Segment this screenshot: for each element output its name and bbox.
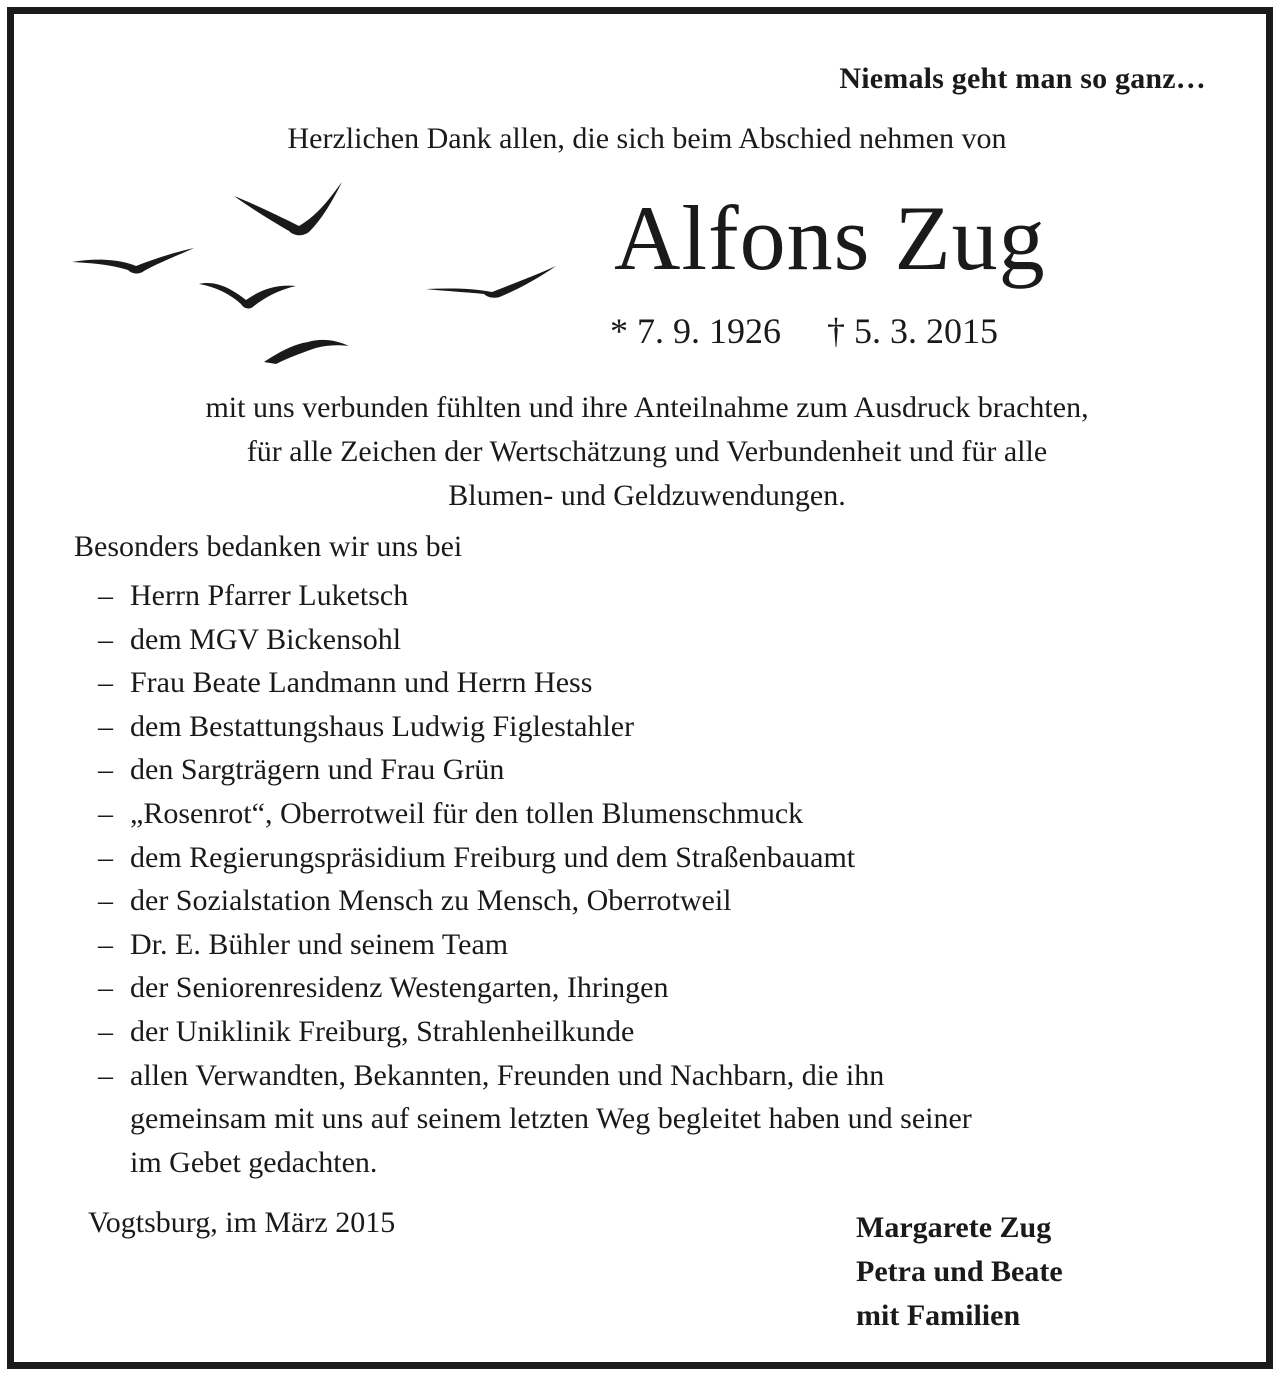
flying-birds-icon <box>64 174 564 374</box>
dash-bullet: – <box>98 753 113 787</box>
place-and-date: Vogtsburg, im März 2015 <box>88 1206 396 1239</box>
dash-bullet: – <box>98 579 113 612</box>
thanks-line: Blumen- und Geldzuwendungen. <box>448 479 846 512</box>
signer-line: mit Familien <box>856 1299 1021 1332</box>
list-item: – der Seniorenresidenz Westengarten, Ihringen <box>98 966 1218 1010</box>
bird-icon <box>426 266 556 298</box>
dash-bullet: – <box>98 1014 113 1048</box>
special-thanks-heading: Besonders bedanken wir uns bei <box>74 530 463 563</box>
thanks-line: mit uns verbunden fühlten und ihre Anteilnahme zum Ausdruck brachten, <box>205 391 1089 424</box>
obituary-frame <box>7 7 1273 1369</box>
list-item: – der Uniklinik Freiburg, Strahlenheilkunde <box>98 1010 1218 1054</box>
bird-icon <box>72 248 194 274</box>
signer-line: Margarete Zug <box>856 1211 1052 1244</box>
signer-line: Petra und Beate <box>856 1255 1063 1288</box>
list-item: – dem MGV Bickensohl <box>98 618 1218 662</box>
dash-bullet: – <box>98 709 113 743</box>
intro-line: Herzlichen Dank allen, die sich beim Abschied nehmen von <box>287 122 1007 155</box>
dash-bullet: – <box>98 622 113 656</box>
dash-bullet: – <box>98 971 113 1005</box>
thanks-line: für alle Zeichen der Wertschätzung und Verbundenheit und für alle <box>246 435 1048 468</box>
list-item: – Herrn Pfarrer Luketsch <box>98 574 1218 618</box>
deceased-name: Alfons Zug <box>614 187 1046 289</box>
list-item: – dem Bestattungshaus Ludwig Figlestahler <box>98 705 1218 749</box>
death-date: † 5. 3. 2015 <box>827 311 998 351</box>
dash-bullet: – <box>98 927 113 961</box>
dash-bullet: – <box>98 840 113 874</box>
thanks-paragraph <box>14 386 1280 518</box>
thanks-list <box>98 574 1218 1184</box>
list-item: – den Sargträgern und Frau Grün <box>98 748 1218 792</box>
dash-bullet: – <box>98 796 113 830</box>
dash-bullet: – <box>98 1058 113 1092</box>
list-item: – „Rosenrot“, Oberrotweil für den tollen Blumenschmuck <box>98 792 1218 836</box>
list-item: – dem Regierungspräsidium Freiburg und dem Straßenbauamt <box>98 836 1218 880</box>
list-item: – Frau Beate Landmann und Herrn Hess <box>98 661 1218 705</box>
list-item-last: – allen Verwandten, Bekannten, Freunden und Nachbarn, die ihn gemeinsam mit uns auf seinem letzten Weg begleitet haben und seiner im Gebet gedachten. <box>98 1054 1218 1185</box>
life-dates <box>610 310 998 352</box>
list-item: – der Sozialstation Mensch zu Mensch, Oberrotweil <box>98 879 1218 923</box>
bird-icon <box>199 283 296 308</box>
motto-line: Niemals geht man so ganz… <box>839 62 1206 95</box>
bird-icon <box>264 340 349 364</box>
birth-date: * 7. 9. 1926 <box>610 311 781 351</box>
bird-icon <box>234 182 342 235</box>
list-item: – Dr. E. Bühler und seinem Team <box>98 923 1218 967</box>
dash-bullet: – <box>98 666 113 700</box>
signers <box>856 1206 1063 1338</box>
dash-bullet: – <box>98 884 113 918</box>
